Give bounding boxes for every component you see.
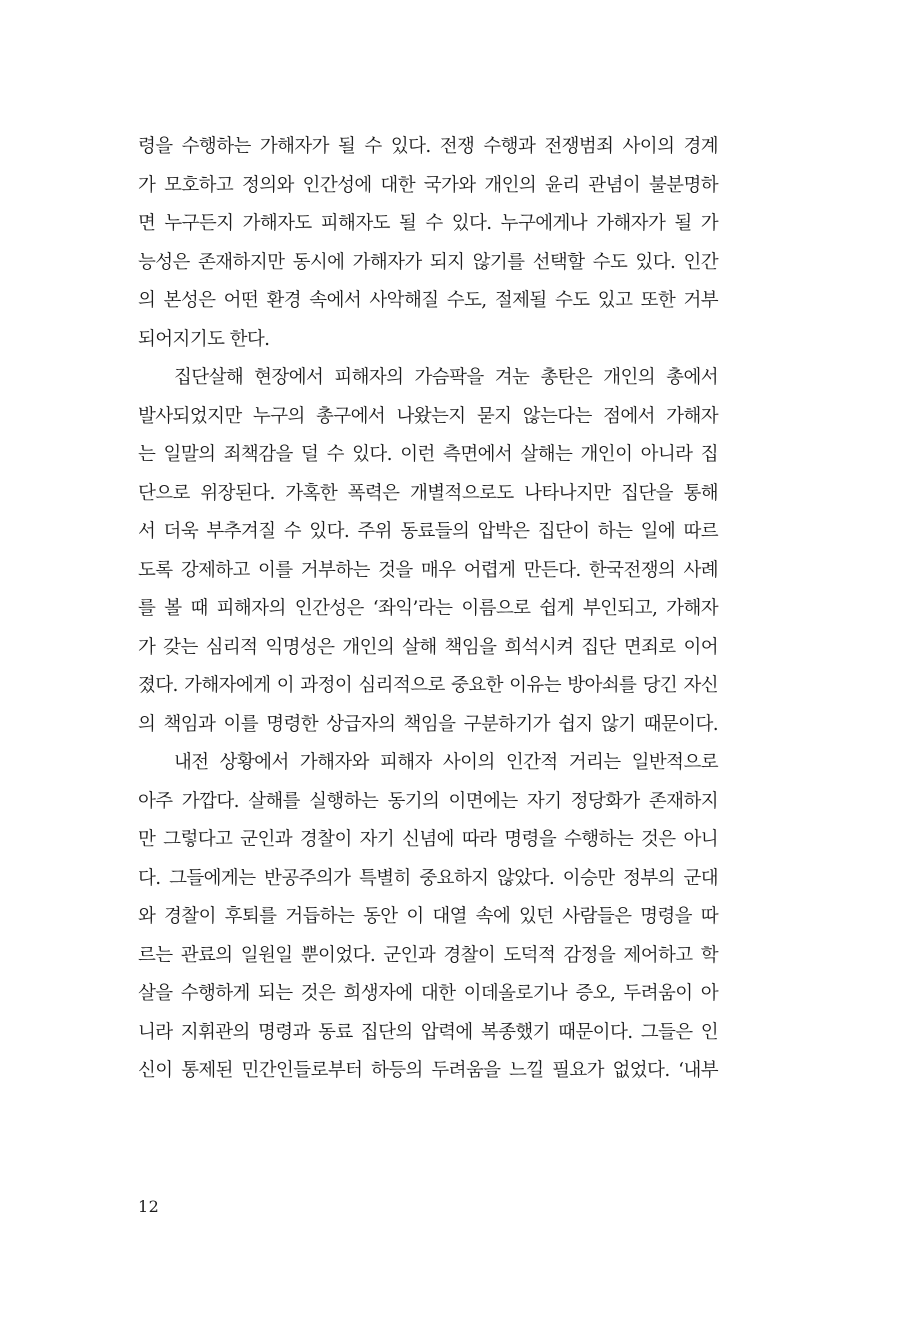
paragraph-3 bbox=[138, 744, 718, 1091]
text-line: 르는 관료의 일원일 뿐이었다. 군인과 경찰이 도덕적 감정을 제어하고 학 bbox=[138, 944, 718, 966]
text-line: 도록 강제하고 이를 거부하는 것을 매우 어렵게 만든다. 한국전쟁의 사례 bbox=[138, 559, 718, 581]
body-text bbox=[138, 128, 718, 1091]
text-line: 를 볼 때 피해자의 인간성은 ‘좌익’라는 이름으로 쉽게 부인되고, 가해자 bbox=[138, 598, 718, 619]
text-line: 집단살해 현장에서 피해자의 가슴팍을 겨눈 총탄은 개인의 총에서 bbox=[174, 367, 718, 388]
text-line: 되어지기도 한다. bbox=[138, 328, 270, 350]
text-line: 아주 가깝다. 살해를 실행하는 동기의 이면에는 자기 정당화가 존재하지 bbox=[138, 790, 718, 812]
text-line: 가 갖는 심리적 익명성은 개인의 살해 책임을 희석시켜 집단 면죄로 이어 bbox=[138, 636, 718, 658]
text-line: 내전 상황에서 가해자와 피해자 사이의 인간적 거리는 일반적으로 bbox=[174, 752, 718, 773]
text-line: 만 그렇다고 군인과 경찰이 자기 신념에 따라 명령을 수행하는 것은 아니 bbox=[138, 829, 718, 850]
text-line: 살을 수행하게 되는 것은 희생자에 대한 이데올로기나 증오, 두려움이 아 bbox=[138, 983, 718, 1004]
text-line: 발사되었지만 누구의 총구에서 나왔는지 묻지 않는다는 점에서 가해자 bbox=[138, 405, 718, 427]
text-line: 단으로 위장된다. 가혹한 폭력은 개별적으로도 나타나지만 집단을 통해 bbox=[138, 482, 718, 504]
text-line: 졌다. 가해자에게 이 과정이 심리적으로 중요한 이유는 방아쇠를 당긴 자신 bbox=[138, 675, 718, 696]
text-line: 니라 지휘관의 명령과 동료 집단의 압력에 복종했기 때문이다. 그들은 인 bbox=[138, 1021, 718, 1043]
text-line: 능성은 존재하지만 동시에 가해자가 되지 않기를 선택할 수도 있다. 인간 bbox=[138, 251, 718, 273]
text-line: 령을 수행하는 가해자가 될 수 있다. 전쟁 수행과 전쟁범죄 사이의 경계 bbox=[138, 136, 718, 157]
page-number: 12 bbox=[138, 1197, 160, 1216]
text-line: 서 더욱 부추겨질 수 있다. 주위 동료들의 압박은 집단이 하는 일에 따르 bbox=[138, 521, 718, 542]
text-line: 의 본성은 어떤 환경 속에서 사악해질 수도, 절제될 수도 있고 또한 거부 bbox=[138, 290, 718, 311]
text-line: 는 일말의 죄책감을 덜 수 있다. 이런 측면에서 살해는 개인이 아니라 집 bbox=[138, 444, 718, 465]
text-line: 가 모호하고 정의와 인간성에 대한 국가와 개인의 윤리 관념이 불분명하 bbox=[138, 174, 718, 196]
text-line: 다. 그들에게는 반공주의가 특별히 중요하지 않았다. 이승만 정부의 군대 bbox=[138, 867, 718, 889]
paragraph-1 bbox=[138, 128, 718, 359]
text-line: 신이 통제된 민간인들로부터 하등의 두려움을 느낄 필요가 없었다. ‘내부 bbox=[138, 1060, 718, 1081]
paragraph-2 bbox=[138, 359, 718, 744]
text-line: 와 경찰이 후퇴를 거듭하는 동안 이 대열 속에 있던 사람들은 명령을 따 bbox=[138, 906, 718, 927]
text-line: 면 누구든지 가해자도 피해자도 될 수 있다. 누구에게나 가해자가 될 가 bbox=[138, 213, 718, 234]
text-line: 의 책임과 이를 명령한 상급자의 책임을 구분하기가 쉽지 않기 때문이다. bbox=[138, 713, 718, 735]
